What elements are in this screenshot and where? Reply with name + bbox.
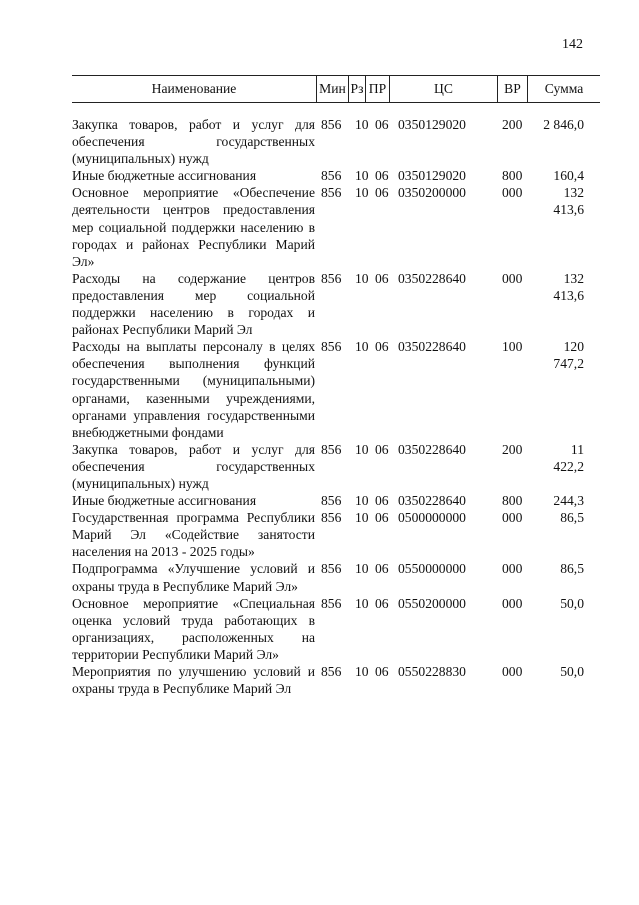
row-cs: 0550228830: [398, 664, 466, 679]
row-pr: 06: [375, 510, 389, 526]
row-cs: 0550000000: [398, 561, 466, 577]
row-vr: 100: [502, 339, 523, 355]
row-min: 856: [321, 493, 342, 509]
table-row: [72, 184, 600, 269]
header-name: Наименование: [72, 76, 317, 102]
row-vr: 000: [502, 595, 523, 611]
row-pr: 06: [375, 493, 389, 509]
row-vr: 800: [502, 168, 523, 184]
row-pr: 06: [375, 339, 389, 355]
table-row: [72, 441, 600, 492]
header-pr: ПР: [366, 76, 390, 102]
row-min: 856: [321, 510, 342, 526]
row-vr: 800: [502, 493, 523, 509]
row-cs: 0350129020: [398, 117, 466, 132]
table-row: [72, 560, 600, 594]
row-vr: 200: [502, 441, 523, 457]
row-min: 856: [321, 117, 342, 132]
row-vr: 000: [502, 664, 523, 679]
row-min: 856: [321, 270, 342, 286]
row-pr: 06: [375, 270, 389, 286]
row-name: Иные бюджетные ассигнования: [72, 493, 257, 509]
row-cs: 0350228640: [398, 441, 466, 457]
row-rz: 10: [355, 493, 369, 509]
row-min: 856: [321, 168, 342, 184]
row-name: Иные бюджетные ассигнования: [72, 168, 257, 184]
row-pr: 06: [375, 561, 389, 577]
row-rz: 10: [355, 441, 369, 457]
row-rz: 10: [355, 168, 369, 184]
row-rz: 10: [355, 595, 369, 611]
row-name: Мероприятия по улучшению условий и охраны труда в Республике Марий Эл: [72, 664, 315, 697]
row-cs: 0350129020: [398, 168, 466, 184]
row-min: 856: [321, 561, 342, 577]
row-rz: 10: [355, 185, 369, 201]
row-pr: 06: [375, 595, 389, 611]
row-vr: 200: [502, 117, 523, 132]
table-row: [72, 270, 600, 338]
table-row: [72, 338, 600, 441]
table-row: [72, 116, 600, 167]
table-row: [72, 595, 600, 663]
row-rz: 10: [355, 117, 369, 132]
table-header: [72, 75, 600, 103]
row-cs: 0350228640: [398, 493, 466, 509]
row-name: Подпрограмма «Улучшение условий и охраны труда в Республике Марий Эл»: [72, 561, 315, 594]
row-rz: 10: [355, 270, 369, 286]
page-number: 142: [562, 37, 583, 52]
row-cs: 0350228640: [398, 339, 466, 355]
row-sum: 160,4: [553, 168, 584, 184]
row-cs: 0550200000: [398, 595, 466, 611]
row-min: 856: [321, 441, 342, 457]
row-rz: 10: [355, 510, 369, 526]
row-rz: 10: [355, 561, 369, 577]
row-pr: 06: [375, 168, 389, 184]
row-pr: 06: [375, 441, 389, 457]
row-vr: 000: [502, 270, 523, 286]
row-cs: 0350228640: [398, 270, 466, 286]
header-cs: ЦС: [390, 76, 498, 102]
table-row: [72, 492, 600, 509]
row-sum: 132 413,6: [553, 185, 584, 218]
row-rz: 10: [355, 339, 369, 355]
row-pr: 06: [375, 117, 389, 132]
header-sum: Сумма: [544, 81, 584, 96]
row-min: 856: [321, 595, 342, 611]
row-sum: 86,5: [560, 561, 584, 577]
table-body: [72, 116, 600, 697]
row-sum: 11 422,2: [553, 441, 584, 474]
row-name: Основное мероприятие «Обеспечение деятельности центров предоставления мер социальной поддержки населению в городах и районах Республики Марий Эл»: [72, 185, 315, 269]
row-sum: 120 747,2: [553, 339, 584, 372]
row-sum: 132 413,6: [553, 270, 584, 303]
row-sum: 50,0: [560, 595, 584, 611]
header-min: Мин: [317, 76, 349, 102]
row-sum: 2 846,0: [543, 117, 584, 132]
row-name: Расходы на содержание центров предоставления мер социальной поддержки населению в городах и районах Республики Марий Эл: [72, 270, 315, 338]
row-cs: 0500000000: [398, 510, 466, 526]
row-vr: 000: [502, 185, 523, 201]
row-name: Расходы на выплаты персоналу в целях обеспечения выполнения функций государственными (муниципальными) органами, казенными учреждениями, органами управления государственными внебюджетными фондами: [72, 339, 315, 440]
row-name: Закупка товаров, работ и услуг для обеспечения государственных (муниципальных) нужд: [72, 117, 315, 167]
table-row: [72, 167, 600, 184]
table-row: [72, 663, 600, 697]
row-cs: 0350200000: [398, 185, 466, 201]
row-sum: 50,0: [560, 664, 584, 679]
row-vr: 000: [502, 561, 523, 577]
row-sum: 244,3: [553, 493, 584, 509]
row-pr: 06: [375, 185, 389, 201]
header-vr: ВР: [498, 76, 528, 102]
row-name: Закупка товаров, работ и услуг для обеспечения государственных (муниципальных) нужд: [72, 441, 315, 491]
row-min: 856: [321, 664, 342, 679]
row-vr: 000: [502, 510, 523, 526]
row-min: 856: [321, 185, 342, 201]
table-row: [72, 509, 600, 560]
header-rz: Рз: [349, 76, 366, 102]
row-pr: 06: [375, 664, 389, 679]
row-name: Основное мероприятие «Специальная оценка условий труда работающих в организациях, расположенных на территории Республики Марий Эл»: [72, 595, 315, 662]
row-min: 856: [321, 339, 342, 355]
row-name: Государственная программа Республики Марий Эл «Содействие занятости населения на 2013 - 2025 годы»: [72, 510, 315, 560]
row-sum: 86,5: [560, 510, 584, 526]
row-rz: 10: [355, 664, 369, 679]
